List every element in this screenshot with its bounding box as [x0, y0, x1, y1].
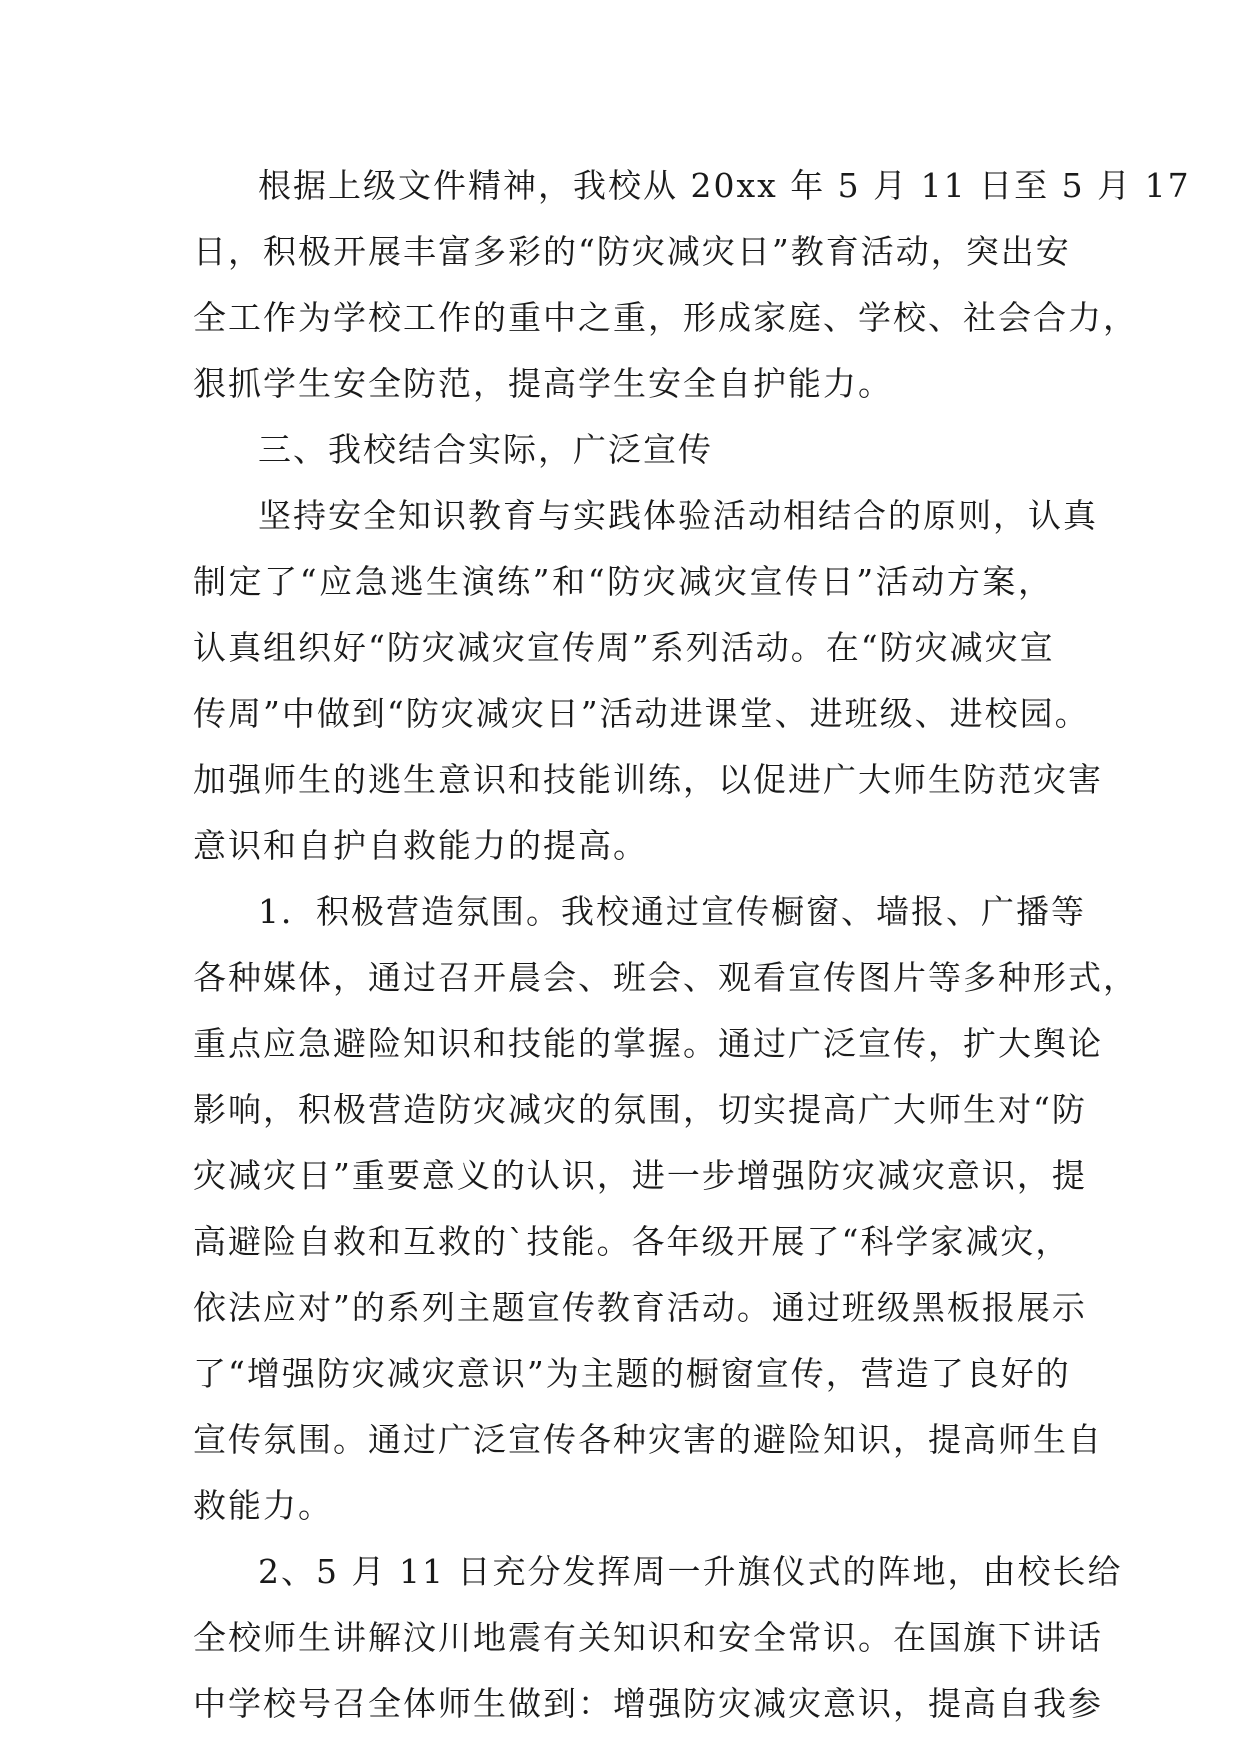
text-line: 认真组织好“防灾减灾宣传周”系列活动。在“防灾减灾宣 [193, 628, 1055, 667]
section-heading: 三、我校结合实际，广泛宣传 [258, 430, 713, 469]
text-line: 重点应急避险知识和技能的掌握。通过广泛宣传，扩大舆论 [193, 1024, 1103, 1063]
text-line: 狠抓学生安全防范，提高学生安全自护能力。 [193, 364, 893, 403]
text-line: 2、5 月 11 日充分发挥周一升旗仪式的阵地，由校长给 [258, 1552, 1123, 1591]
text-line: 救能力。 [193, 1486, 333, 1525]
text-line: 了“增强防灾减灾意识”为主题的橱窗宣传，营造了良好的 [193, 1354, 1071, 1393]
text-line: 影响，积极营造防灾减灾的氛围，切实提高广大师生对“防 [193, 1090, 1087, 1129]
text-line: 中学校号召全体师生做到：增强防灾减灾意识，提高自我参 [193, 1684, 1103, 1723]
text-line: 根据上级文件精神，我校从 20xx 年 5 月 11 日至 5 月 17 [258, 166, 1191, 205]
text-line: 灾减灾日”重要意义的认识，进一步增强防灾减灾意识，提 [193, 1156, 1087, 1195]
text-line: 全工作为学校工作的重中之重，形成家庭、学校、社会合力， [193, 298, 1138, 337]
text-line: 日，积极开展丰富多彩的“防灾减灾日”教育活动，突出安 [193, 232, 1071, 271]
text-line: 意识和自护自救能力的提高。 [193, 826, 648, 865]
text-line: 依法应对”的系列主题宣传教育活动。通过班级黑板报展示 [193, 1288, 1087, 1327]
text-line: 加强师生的逃生意识和技能训练，以促进广大师生防范灾害 [193, 760, 1103, 799]
text-line: 制定了“应急逃生演练”和“防灾减灾宣传日”活动方案， [193, 562, 1053, 601]
text-line: 高避险自救和互救的`技能。各年级开展了“科学家减灾， [193, 1222, 1071, 1261]
text-line: 宣传氛围。通过广泛宣传各种灾害的避险知识，提高师生自 [193, 1420, 1103, 1459]
text-line: 传周”中做到“防灾减灾日”活动进课堂、进班级、进校园。 [193, 694, 1090, 733]
text-line: 全校师生讲解汶川地震有关知识和安全常识。在国旗下讲话 [193, 1618, 1103, 1657]
text-line: 坚持安全知识教育与实践体验活动相结合的原则，认真 [258, 496, 1098, 535]
text-line: 各种媒体，通过召开晨会、班会、观看宣传图片等多种形式， [193, 958, 1138, 997]
text-line: 1．积极营造氛围。我校通过宣传橱窗、墙报、广播等 [258, 892, 1086, 931]
